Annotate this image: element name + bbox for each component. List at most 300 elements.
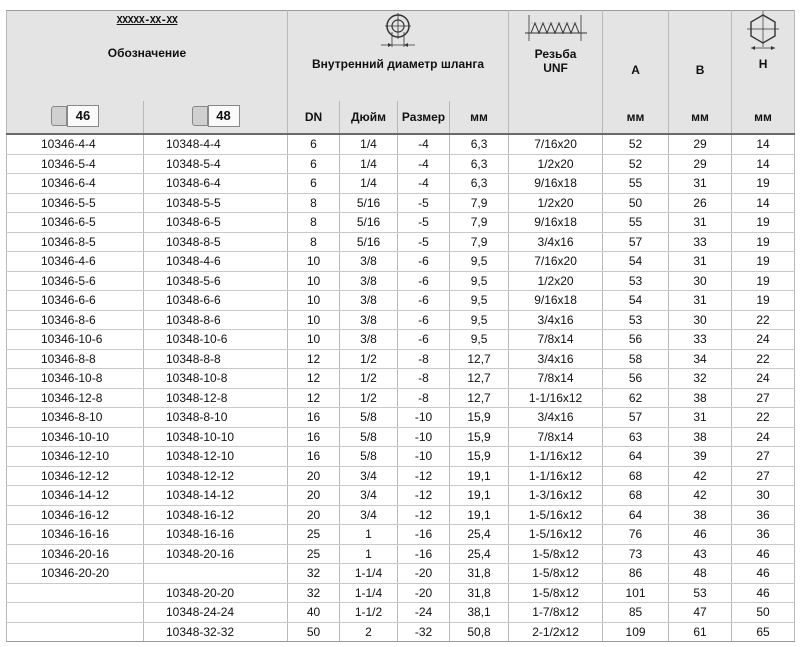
cell-code-48: 10348-20-20 [144,583,288,603]
cell-dn: 20 [288,466,340,486]
cell-code-48: 10348-8-10 [144,408,288,428]
cell-code-46 [7,583,144,603]
header-row-sub [7,101,795,134]
cell-b-mm: 26 [669,193,732,213]
cell-mm: 19,1 [450,466,509,486]
cell-mm: 9,5 [450,310,509,330]
cell-code-46: 10346-20-20 [7,564,144,584]
cell-a-mm: 101 [603,583,669,603]
cell-dn: 12 [288,369,340,389]
cell-dn: 25 [288,525,340,545]
cell-size: -10 [398,447,450,467]
cell-size: -16 [398,525,450,545]
fitting-46-badge [51,105,99,127]
cell-inch: 3/4 [340,466,398,486]
cell-h-mm: 24 [732,369,795,389]
cell-size: -6 [398,330,450,350]
cell-b-mm: 48 [669,564,732,584]
col-a-header [603,11,669,102]
cell-thread: 2-1/2x12 [509,622,603,642]
cell-inch: 1 [340,544,398,564]
cell-inch: 3/8 [340,310,398,330]
cell-dn: 16 [288,427,340,447]
cell-size: -12 [398,505,450,525]
cell-b-mm: 31 [669,174,732,194]
cell-b-mm: 39 [669,447,732,467]
cell-b-mm: 31 [669,213,732,233]
cell-b-mm: 31 [669,252,732,272]
cell-dn: 10 [288,291,340,311]
cell-size: -20 [398,583,450,603]
cell-dn: 12 [288,388,340,408]
cell-mm: 15,9 [450,408,509,428]
cell-h-mm: 19 [732,271,795,291]
table-row [7,154,795,174]
cell-code-48: 10348-10-10 [144,427,288,447]
spec-table-body [7,134,795,642]
cell-h-mm: 27 [732,447,795,467]
cell-size: -8 [398,369,450,389]
cell-mm: 9,5 [450,330,509,350]
cell-dn: 8 [288,232,340,252]
cell-dn: 8 [288,193,340,213]
cell-code-48: 10348-6-4 [144,174,288,194]
thread-profile-icon [521,11,591,43]
cell-mm: 9,5 [450,271,509,291]
table-row [7,525,795,545]
table-row [7,544,795,564]
thread-label-line1: Резьба [534,47,577,61]
cell-inch: 5/8 [340,447,398,467]
table-row [7,564,795,584]
cell-b-mm: 47 [669,603,732,623]
cell-mm: 7,9 [450,193,509,213]
cell-a-mm: 53 [603,271,669,291]
cell-thread: 9/16x18 [509,291,603,311]
cell-dn: 8 [288,213,340,233]
cell-size: -20 [398,564,450,584]
table-row [7,505,795,525]
table-row [7,134,795,154]
col-a-label: A [631,63,640,77]
table-row [7,447,795,467]
cell-code-48: 10348-12-10 [144,447,288,467]
col-b-label: B [695,63,705,77]
cell-a-mm: 54 [603,252,669,272]
cell-h-mm: 19 [732,174,795,194]
cell-b-mm: 42 [669,486,732,506]
cell-h-mm: 22 [732,408,795,428]
cell-h-mm: 19 [732,291,795,311]
cell-dn: 10 [288,252,340,272]
table-row [7,427,795,447]
cell-b-mm: 30 [669,310,732,330]
cell-size: -8 [398,388,450,408]
cell-code-46: 10346-6-4 [7,174,144,194]
cell-mm: 15,9 [450,427,509,447]
cell-dn: 12 [288,349,340,369]
cell-a-mm: 64 [603,447,669,467]
cell-b-mm: 31 [669,408,732,428]
cell-dn: 32 [288,583,340,603]
cell-a-mm: 50 [603,193,669,213]
cell-h-mm: 22 [732,310,795,330]
cell-h-mm: 14 [732,193,795,213]
table-row [7,486,795,506]
cell-thread: 1/2x20 [509,154,603,174]
cell-size: -5 [398,232,450,252]
cell-a-mm: 85 [603,603,669,623]
cell-code-48: 10348-5-5 [144,193,288,213]
cell-a-mm: 54 [603,291,669,311]
cell-thread: 1-1/16x12 [509,466,603,486]
cell-thread: 7/16x20 [509,252,603,272]
cell-inch: 1-1/4 [340,564,398,584]
cell-inch: 5/16 [340,213,398,233]
cell-b-mm: 30 [669,271,732,291]
cell-code-46: 10346-16-12 [7,505,144,525]
cell-code-46: 10346-8-10 [7,408,144,428]
cell-mm: 19,1 [450,505,509,525]
cell-h-mm: 24 [732,427,795,447]
cell-code-46: 10346-8-8 [7,349,144,369]
cell-code-46: 10346-4-6 [7,252,144,272]
cell-a-mm: 56 [603,330,669,350]
sub-a-mm: мм [603,101,669,134]
cell-b-mm: 38 [669,505,732,525]
table-row [7,213,795,233]
cell-a-mm: 53 [603,310,669,330]
sub-size: Размер [398,101,450,134]
header-row-main [7,11,795,102]
cell-a-mm: 56 [603,369,669,389]
cell-a-mm: 86 [603,564,669,584]
cell-code-46: 10346-10-8 [7,369,144,389]
cell-mm: 6,3 [450,174,509,194]
cell-mm: 12,7 [450,349,509,369]
cell-mm: 31,8 [450,583,509,603]
cell-inch: 1/2 [340,349,398,369]
cell-h-mm: 19 [732,213,795,233]
cell-h-mm: 46 [732,544,795,564]
cell-thread: 1-5/8x12 [509,544,603,564]
sub-mm: мм [450,101,509,134]
cell-code-46: 10346-6-6 [7,291,144,311]
cell-dn: 6 [288,134,340,154]
cell-code-46: 10346-12-12 [7,466,144,486]
cell-thread: 3/4x16 [509,349,603,369]
cell-inch: 5/16 [340,193,398,213]
cell-size: -10 [398,408,450,428]
fitting-48-badge [192,105,240,127]
cell-b-mm: 53 [669,583,732,603]
cell-inch: 1/2 [340,388,398,408]
cell-code-48: 10348-32-32 [144,622,288,642]
cell-dn: 10 [288,271,340,291]
cell-size: -5 [398,213,450,233]
cell-size: -4 [398,134,450,154]
hose-diameter-header [288,11,509,102]
sub-b-mm: мм [669,101,732,134]
cell-b-mm: 46 [669,525,732,545]
cell-inch: 5/8 [340,427,398,447]
table-row [7,408,795,428]
cell-b-mm: 33 [669,232,732,252]
fitting-48-header [144,101,288,134]
cell-dn: 16 [288,408,340,428]
designation-header [7,11,288,102]
cell-thread: 1-5/16x12 [509,525,603,545]
cell-h-mm: 14 [732,154,795,174]
table-row [7,603,795,623]
cell-thread: 1-5/16x12 [509,505,603,525]
cell-b-mm: 33 [669,330,732,350]
cell-h-mm: 19 [732,252,795,272]
cell-mm: 25,4 [450,525,509,545]
col-h-header [732,11,795,102]
cell-a-mm: 109 [603,622,669,642]
cell-inch: 1/4 [340,134,398,154]
cell-a-mm: 68 [603,466,669,486]
cell-code-48: 10348-5-6 [144,271,288,291]
cell-size: -4 [398,154,450,174]
cell-mm: 19,1 [450,486,509,506]
cell-code-48: 10348-10-8 [144,369,288,389]
cell-thread: 9/16x18 [509,174,603,194]
cell-size: -16 [398,544,450,564]
cell-thread: 1-1/16x12 [509,447,603,467]
fitting-46-icon [51,106,67,126]
cell-size: -6 [398,291,450,311]
cell-mm: 6,3 [450,154,509,174]
cell-thread: 9/16x18 [509,213,603,233]
cell-h-mm: 27 [732,388,795,408]
cell-inch: 1 [340,525,398,545]
cell-inch: 5/8 [340,408,398,428]
cell-code-48: 10348-8-6 [144,310,288,330]
cell-code-46: 10346-6-5 [7,213,144,233]
cell-mm: 6,3 [450,134,509,154]
cell-size: -5 [398,193,450,213]
table-row [7,349,795,369]
cell-dn: 40 [288,603,340,623]
cell-code-46: 10346-12-8 [7,388,144,408]
cell-thread: 1-5/8x12 [509,564,603,584]
cell-inch: 5/16 [340,232,398,252]
cell-size: -6 [398,252,450,272]
cell-inch: 1/4 [340,174,398,194]
cell-size: -8 [398,349,450,369]
cell-inch: 3/4 [340,486,398,506]
cell-dn: 20 [288,486,340,506]
hex-nut-icon [743,11,783,51]
cell-size: -6 [398,310,450,330]
cell-dn: 6 [288,174,340,194]
table-row [7,466,795,486]
cell-code-46: 10346-16-16 [7,525,144,545]
cell-a-mm: 73 [603,544,669,564]
cell-b-mm: 42 [669,466,732,486]
fitting-46-header [7,101,144,134]
cell-code-46: 10346-5-4 [7,154,144,174]
cell-code-48: 10348-8-8 [144,349,288,369]
thread-label-line2: UNF [543,61,568,75]
cell-a-mm: 55 [603,213,669,233]
cell-code-46: 10346-20-16 [7,544,144,564]
cell-code-46: 10346-5-6 [7,271,144,291]
cell-dn: 10 [288,330,340,350]
cell-code-46: 10346-12-10 [7,447,144,467]
table-row [7,330,795,350]
cell-h-mm: 14 [732,134,795,154]
cell-code-48: 10348-10-6 [144,330,288,350]
cell-code-48: 10348-6-5 [144,213,288,233]
cell-size: -32 [398,622,450,642]
cell-inch: 3/4 [340,505,398,525]
sub-h-mm: мм [732,101,795,134]
cell-thread: 7/8x14 [509,369,603,389]
cell-a-mm: 58 [603,349,669,369]
cell-size: -12 [398,486,450,506]
cell-mm: 9,5 [450,252,509,272]
table-row [7,174,795,194]
cell-thread: 1/2x20 [509,193,603,213]
table-row [7,193,795,213]
cell-code-48: 10348-24-24 [144,603,288,623]
cell-thread: 3/4x16 [509,408,603,428]
cell-thread: 1-7/8x12 [509,603,603,623]
cell-code-46: 10346-5-5 [7,193,144,213]
cell-size: -6 [398,271,450,291]
footnote-cropped [6,637,336,647]
cell-b-mm: 43 [669,544,732,564]
cell-b-mm: 61 [669,622,732,642]
cell-inch: 1/2 [340,369,398,389]
cell-h-mm: 30 [732,486,795,506]
fitting-46-number: 46 [67,105,99,127]
cell-dn: 32 [288,564,340,584]
cell-a-mm: 57 [603,232,669,252]
cell-dn: 6 [288,154,340,174]
col-h-label: H [758,57,768,71]
cell-code-48: 10348-12-8 [144,388,288,408]
fitting-48-icon [192,106,208,126]
cell-inch: 1-1/4 [340,583,398,603]
fittings-spec-table [6,10,795,642]
cell-a-mm: 63 [603,427,669,447]
cell-code-48: 10348-4-4 [144,134,288,154]
cell-h-mm: 19 [732,232,795,252]
fitting-48-number: 48 [208,105,240,127]
cell-inch: 2 [340,622,398,642]
cell-mm: 12,7 [450,369,509,389]
cell-thread: 3/4x16 [509,310,603,330]
bore-section-icon [375,11,421,51]
cell-mm: 9,5 [450,291,509,311]
cell-h-mm: 36 [732,525,795,545]
cell-code-46: 10346-14-12 [7,486,144,506]
cell-code-48: 10348-20-16 [144,544,288,564]
cell-b-mm: 29 [669,154,732,174]
table-row [7,310,795,330]
cell-h-mm: 22 [732,349,795,369]
cell-code-46: 10346-10-6 [7,330,144,350]
cell-mm: 7,9 [450,213,509,233]
cell-thread: 1-1/16x12 [509,388,603,408]
cell-h-mm: 46 [732,564,795,584]
cell-thread: 1-3/16x12 [509,486,603,506]
cell-b-mm: 29 [669,134,732,154]
table-row [7,232,795,252]
cell-b-mm: 32 [669,369,732,389]
designation-label: Обозначение [107,46,187,60]
table-row [7,388,795,408]
cell-b-mm: 34 [669,349,732,369]
cell-size: -4 [398,174,450,194]
cell-mm: 38,1 [450,603,509,623]
cell-h-mm: 27 [732,466,795,486]
cell-code-48: 10348-5-4 [144,154,288,174]
cell-code-48: 10348-8-5 [144,232,288,252]
cell-size: -10 [398,427,450,447]
cell-thread: 7/8x14 [509,427,603,447]
cell-dn: 10 [288,310,340,330]
cell-a-mm: 64 [603,505,669,525]
cell-a-mm: 68 [603,486,669,506]
cell-size: -12 [398,466,450,486]
table-row [7,252,795,272]
cell-mm: 31,8 [450,564,509,584]
cell-code-48: 10348-12-12 [144,466,288,486]
cell-inch: 1-1/2 [340,603,398,623]
cell-a-mm: 62 [603,388,669,408]
cell-size: -24 [398,603,450,623]
cell-code-48: 10348-6-6 [144,291,288,311]
cell-thread: 1-5/8x12 [509,583,603,603]
cell-code-48 [144,564,288,584]
cell-a-mm: 52 [603,134,669,154]
cell-dn: 50 [288,622,340,642]
cell-code-46: 10346-8-5 [7,232,144,252]
sub-inch: Дюйм [340,101,398,134]
cell-h-mm: 46 [732,583,795,603]
cell-b-mm: 38 [669,388,732,408]
cell-h-mm: 36 [732,505,795,525]
cell-b-mm: 31 [669,291,732,311]
table-row [7,271,795,291]
cell-b-mm: 38 [669,427,732,447]
cell-mm: 7,9 [450,232,509,252]
cell-inch: 1/4 [340,154,398,174]
cell-a-mm: 55 [603,174,669,194]
cell-inch: 3/8 [340,291,398,311]
cell-h-mm: 65 [732,622,795,642]
cell-code-48: 10348-14-12 [144,486,288,506]
cell-h-mm: 50 [732,603,795,623]
cell-inch: 3/8 [340,252,398,272]
cell-mm: 15,9 [450,447,509,467]
cell-mm: 25,4 [450,544,509,564]
table-row [7,369,795,389]
thread-header [509,11,603,102]
table-row [7,291,795,311]
cell-dn: 20 [288,505,340,525]
cell-a-mm: 52 [603,154,669,174]
cell-mm: 50,8 [450,622,509,642]
cell-code-46 [7,603,144,623]
sub-dn: DN [288,101,340,134]
cell-thread: 7/8x14 [509,330,603,350]
